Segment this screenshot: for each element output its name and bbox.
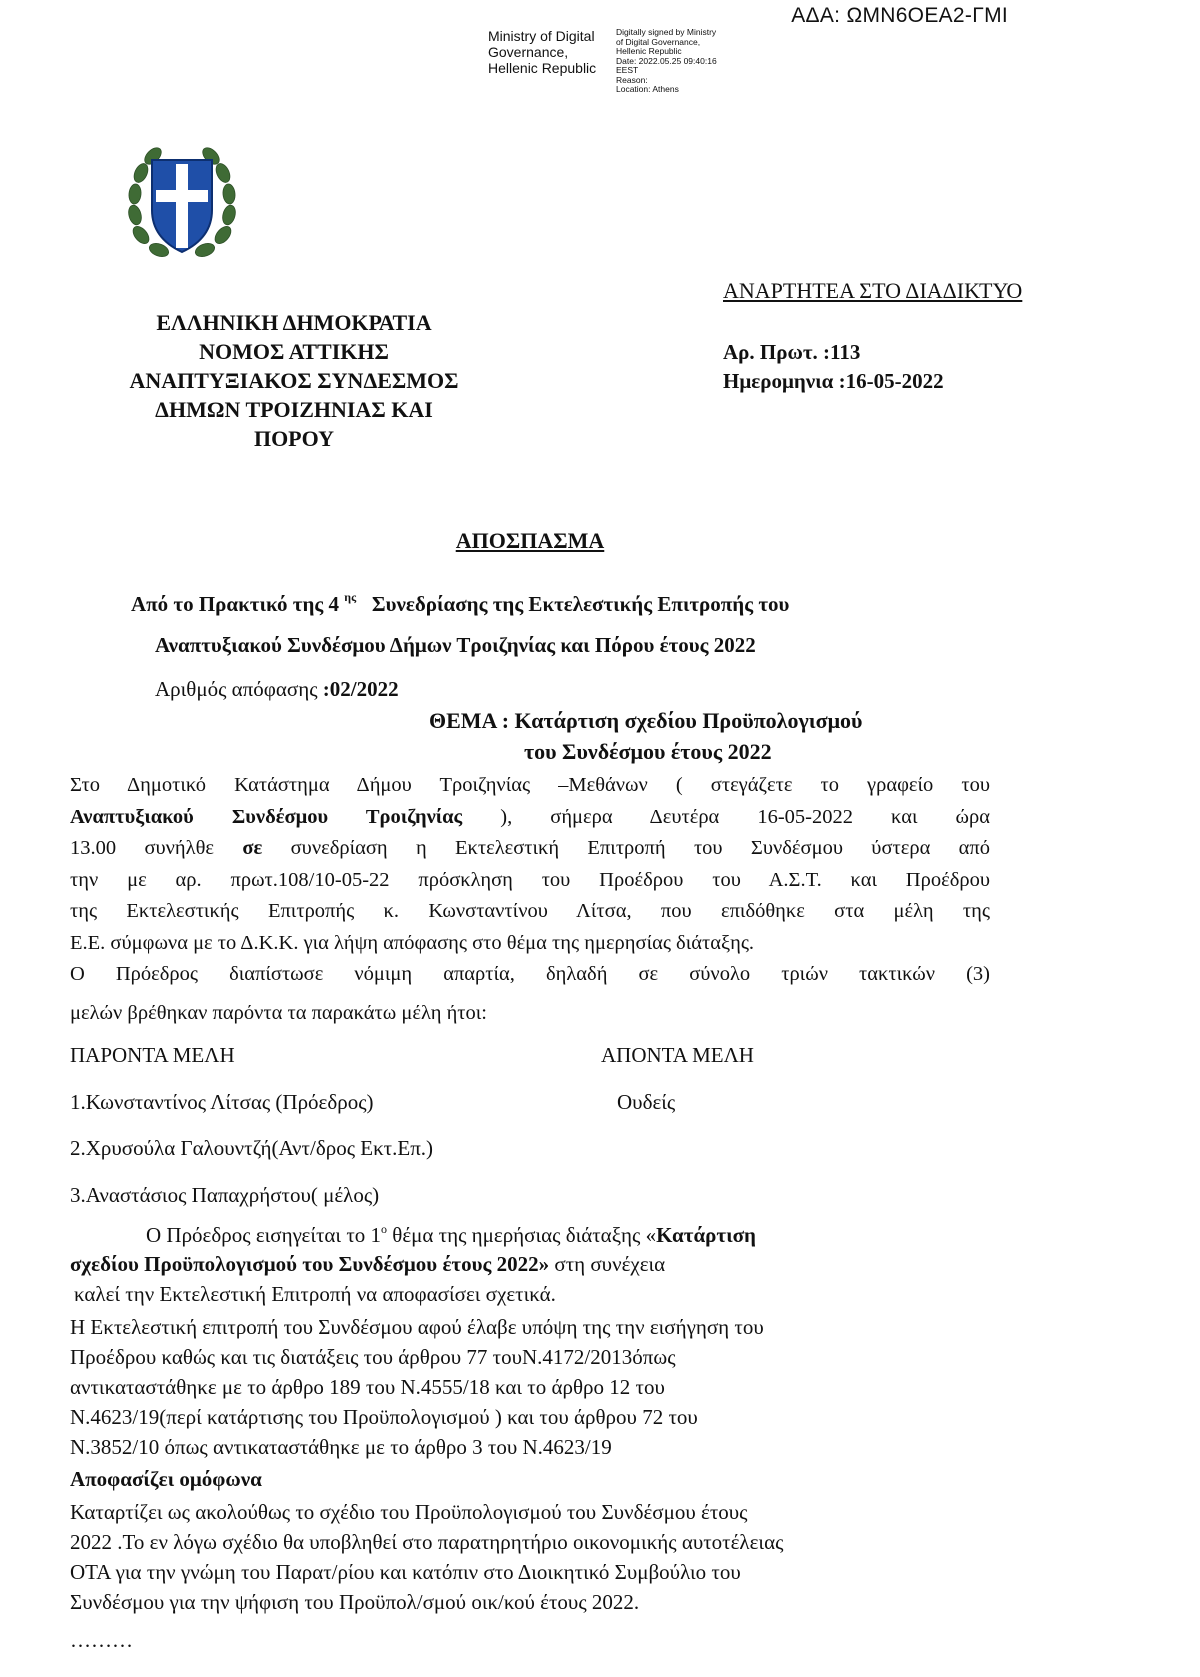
paragraph-line: την με αρ. πρωτ.108/10-05-22 πρόσκληση του Προέδρου του Α.Σ.Τ. και Προέδρου [70, 868, 990, 891]
paragraph-line: Στο Δημοτικό Κατάστημα Δήμου Τροιζηνίας –Μεθάνων ( στεγάζετε το γραφείο του [70, 774, 990, 796]
paragraph-line: Ν.4623/19(περί κατάρτισης του Προϋπολογισμού ) και του άρθρου 72 του [70, 1405, 698, 1429]
issuer-line: ΠΟΡΟΥ [253, 426, 335, 451]
document-title: ΑΠΟΣΠΑΣΜΑ [455, 528, 605, 553]
paragraph-line [70, 802, 990, 834]
decision-heading: Αποφασίζει ομόφωνα [70, 1467, 262, 1491]
issuer-header [94, 308, 494, 453]
paragraph-line: Ε.Ε. σύμφωνα με το Δ.Κ.Κ. για λήψη απόφασης στο θέμα της ημερησίας διάταξης. [70, 931, 755, 954]
ordinal-suffix: ης [344, 590, 357, 604]
decision-number-label: Αριθμός απόφασης [155, 677, 323, 701]
text: 13.00 συνήλθε [70, 837, 243, 859]
issuer-line: ΔΗΜΩΝ ΤΡΟΙΖΗΝΙΑΣ ΚΑΙ [155, 397, 433, 422]
text: θέμα της ημερήσιας διάταξης « [387, 1223, 657, 1247]
text: στη συνέχεια [549, 1252, 666, 1276]
present-member: 2.Χρυσούλα Γαλουντζή(Αντ/δρος Εκτ.Επ.) [70, 1136, 434, 1160]
text: Ο Πρόεδρος εισηγείται το 1 [146, 1223, 382, 1247]
bold-text: σχεδίου Προϋπολογισμού του Συνδέσμου έτους 2022» [70, 1252, 550, 1276]
bold-text: Κατάρτιση [656, 1223, 756, 1247]
decision-number-value: :02/2022 [322, 677, 399, 701]
paragraph-decision [70, 1497, 1000, 1617]
issuer-line: ΑΝΑΠΤΥΞΙΑΚΟΣ ΣΥΝΔΕΣΜΟΣ [129, 368, 459, 393]
paragraph-line: αντικαταστάθηκε με το άρθρο 189 του Ν.4555/18 και το άρθρο 12 του [70, 1375, 665, 1399]
issuer-line: ΝΟΜΟΣ ΑΤΤΙΚΗΣ [199, 339, 389, 364]
intro-text: Από το Πρακτικό της 4 [131, 592, 340, 616]
paragraph-legal-basis [70, 1312, 1000, 1462]
proposal-line-2 [70, 1252, 665, 1277]
paragraph-line: της Εκτελεστικής Επιτροπής κ. Κωνσταντίνου Λίτσα, που επιδόθηκε στα μέλη της [70, 900, 990, 922]
paragraph-line: Η Εκτελεστική επιτροπή του Συνδέσμου αφού έλαβε υπόψη της την εισήγηση του [70, 1315, 764, 1339]
intro-line-1 [131, 590, 789, 617]
absent-member: Ουδείς [617, 1090, 676, 1114]
intro-line-2: Αναπτυξιακού Συνδέσμου Δήμων Τροιζηνίας και Πόρου έτους 2022 [155, 633, 756, 657]
signature-detail-line: EEST [616, 65, 639, 75]
present-member: 3.Αναστάσιος Παπαχρήστου( μέλος) [70, 1183, 380, 1207]
signature-ministry: Ministry of Digital Governance, Hellenic Republic [488, 28, 597, 76]
issuer-line: ΕΛΛΗΝΙΚΗ ΔΗΜΟΚΡΑΤΙΑ [156, 310, 432, 335]
present-member: 1.Κωνσταντίνος Λίτσας (Πρόεδρος) [70, 1090, 374, 1114]
present-members-heading: ΠΑΡΟΝΤΑ ΜΕΛΗ [70, 1043, 235, 1067]
paragraph-line: Προέδρου καθώς και τις διατάξεις του άρθρου 77 τουΝ.4172/2013όπως [70, 1345, 676, 1369]
decision-number [155, 677, 399, 702]
publish-note: ΑΝΑΡΤΗΤΕΑ ΣΤΟ ΔΙΑΔΙΚΤΥΟ [723, 278, 1023, 303]
paragraph-line: 2022 .Το εν λόγω σχέδιο θα υποβληθεί στο παρατηρητήριο οικονομικής αυτοτέλειας [70, 1530, 784, 1554]
protocol-date: Ημερομηνια :16-05-2022 [723, 369, 944, 393]
paragraph-line: Συνδέσμου για την ψήφιση του Προϋπολ/σμού οικ/κού έτους 2022. [70, 1590, 640, 1614]
protocol-info [723, 338, 944, 396]
paragraph-line [70, 833, 990, 865]
text: ), σήμερα Δευτέρα 16-05-2022 και ώρα [462, 805, 990, 828]
paragraph-line: ΟΤΑ για την γνώμη του Παρατ/ρίου και κατόπιν στο Διοικητικό Συμβούλιο του [70, 1560, 741, 1584]
ellipsis: ……… [70, 1628, 133, 1652]
intro-text: Συνεδρίασης της Εκτελεστικής Επιτροπής του [371, 592, 790, 616]
signature-detail-line: Date: 2022.05.25 09:40:16 [616, 55, 717, 66]
paragraph-members-intro: μελών βρέθηκαν παρόντα τα παρακάτω μέλη ήτοι: [70, 1002, 487, 1024]
text: συνεδρίαση η Εκτελεστική Επιτροπή του Συνδέσμου ύστερα από [262, 837, 990, 859]
signature-detail-line: Hellenic Republic [616, 46, 682, 56]
bold-text: σε [242, 837, 263, 859]
subject-line-1: ΘΕΜΑ : Κατάρτιση σχεδίου Προϋπολογισμού [429, 708, 863, 733]
paragraph-meeting [70, 770, 990, 991]
signature-details [616, 28, 756, 95]
paragraph-line: Ν.3852/10 όπως αντικαταστάθηκε με το άρθρο 3 του Ν.4623/19 [70, 1435, 612, 1459]
ada-code: ΑΔΑ: ΩΜΝ6ΟΕΑ2-ΓΜΙ [791, 4, 1008, 27]
proposal-line-1 [146, 1222, 756, 1248]
signature-detail-line: Location: Athens [616, 84, 679, 94]
paragraph-line: Ο Πρόεδρος διαπίστωσε νόμιμη απαρτία, δηλαδή σε σύνολο τριών τακτικών (3) [70, 963, 990, 985]
coat-of-arms-emblem [127, 140, 237, 265]
signature-detail-line: Digitally signed by Ministry [616, 27, 717, 37]
ordinal-suffix: ο [381, 1222, 388, 1236]
signature-detail-line: Reason: [616, 74, 648, 85]
paragraph-line: Καταρτίζει ως ακολούθως το σχέδιο του Προϋπολογισμού του Συνδέσμου έτους [70, 1500, 748, 1524]
bold-text: Αναπτυξιακού Συνδέσμου Τροιζηνίας [70, 805, 463, 828]
proposal-line-3: καλεί την Εκτελεστική Επιτροπή να αποφασίσει σχετικά. [74, 1282, 556, 1306]
protocol-number: Αρ. Πρωτ. :113 [723, 340, 861, 364]
absent-members-heading: ΑΠΟΝΤΑ ΜΕΛΗ [601, 1043, 754, 1067]
subject-line-2: του Συνδέσμου έτους 2022 [524, 739, 772, 764]
signature-detail-line: of Digital Governance, [616, 36, 701, 47]
